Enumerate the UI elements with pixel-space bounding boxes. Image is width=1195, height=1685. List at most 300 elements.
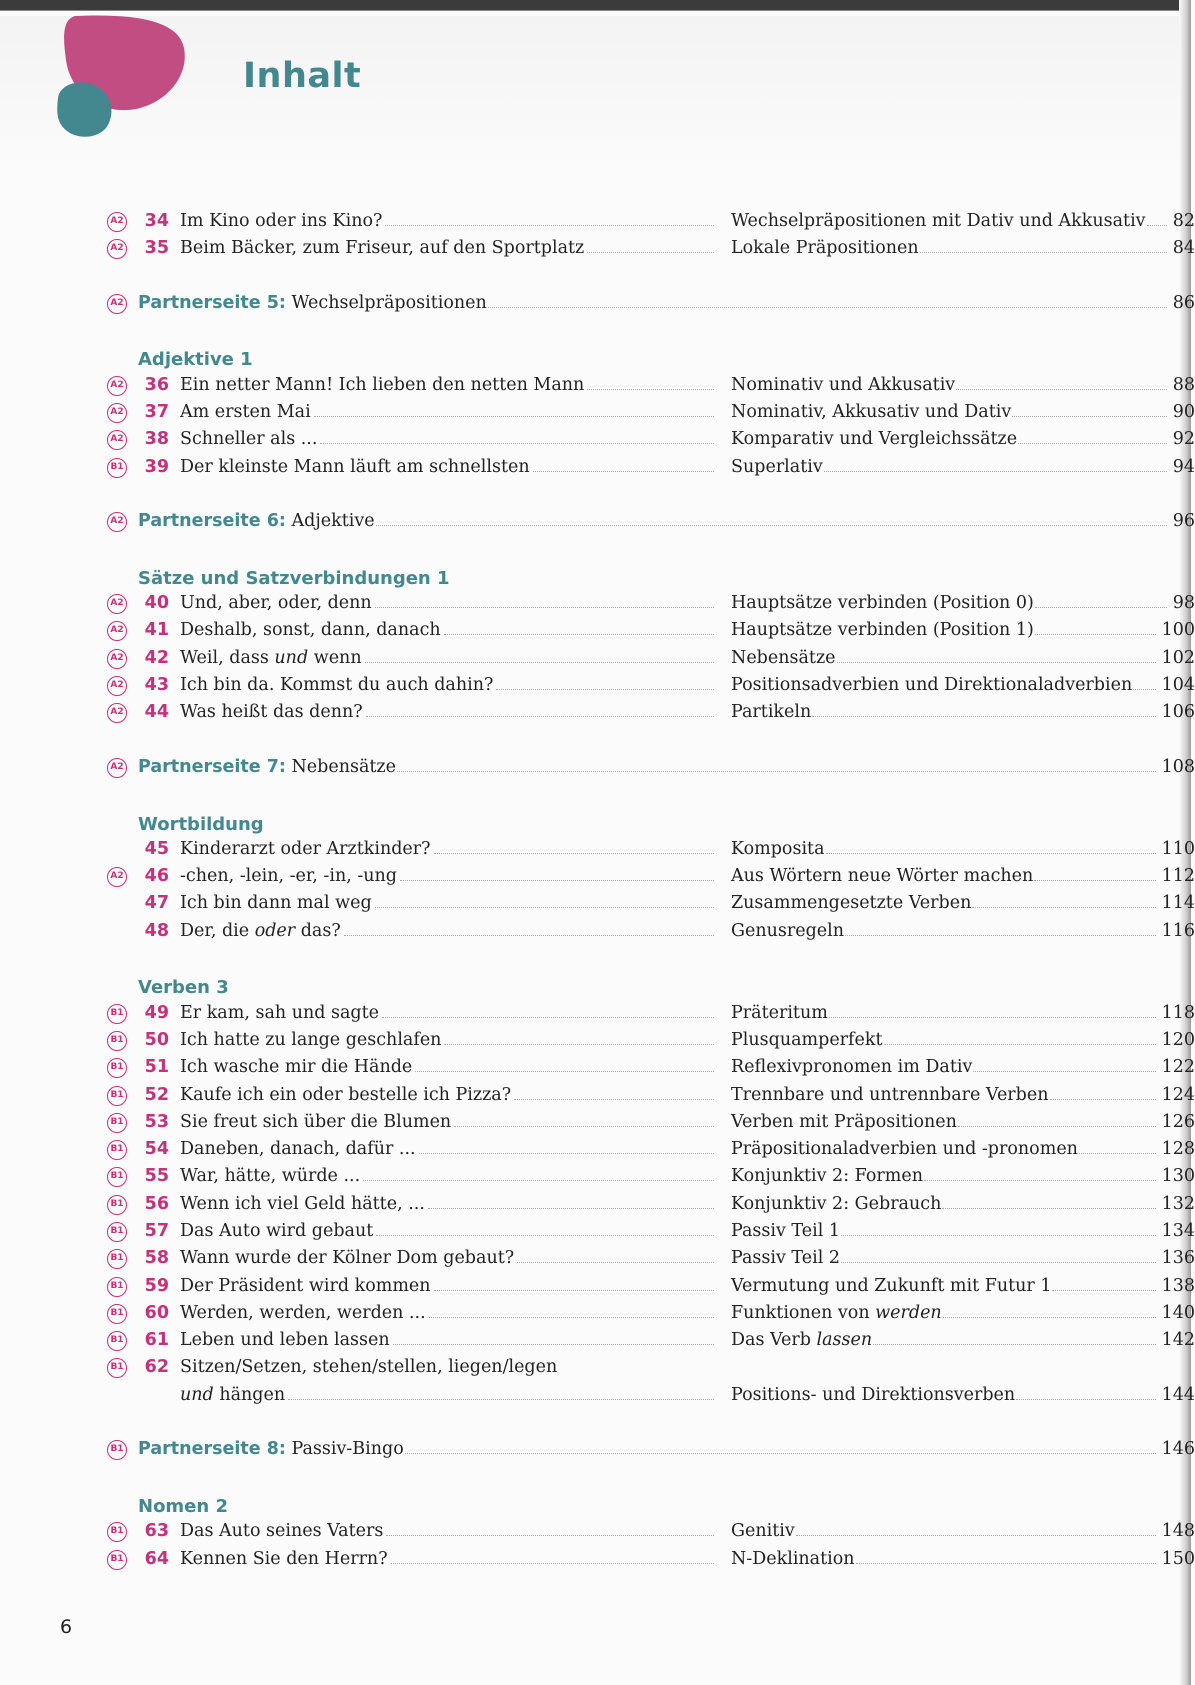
toc-entry[interactable]	[100, 1354, 1098, 1381]
page-ref: 138	[1161, 1275, 1195, 1296]
grammar-topic-text	[731, 672, 1132, 699]
chapter-number: 61	[144, 1330, 169, 1351]
level-badge: B1	[107, 1031, 127, 1051]
dot-leader	[444, 1044, 714, 1045]
dot-leader	[972, 907, 1155, 908]
toc-entry[interactable]	[100, 1027, 1195, 1054]
grammar-topic-text	[731, 1163, 923, 1190]
topic-part: Aus Wörtern neue Wörter machen	[731, 866, 1034, 887]
dot-leader	[943, 1317, 1156, 1318]
topic-part: Nominativ und Akkusativ	[731, 374, 956, 395]
dot-leader	[841, 1235, 1156, 1236]
level-badge: B1	[107, 1304, 127, 1324]
dot-leader	[1034, 880, 1155, 881]
chapter-number: 37	[144, 402, 169, 423]
dot-leader	[873, 1344, 1155, 1345]
toc-entry[interactable]	[100, 372, 1195, 399]
partnerseite-line	[138, 508, 1195, 535]
grammar-topic	[731, 372, 1195, 399]
topic-part: Genusregeln	[731, 920, 845, 941]
partnerseite-line	[138, 754, 1195, 781]
grammar-topic-text	[731, 1027, 883, 1054]
grammar-topic	[731, 1191, 1195, 1218]
page-ref: 120	[1161, 1029, 1195, 1050]
dot-leader	[314, 416, 714, 417]
section-heading: Nomen 2	[138, 1495, 228, 1517]
section-heading-row	[100, 809, 1098, 836]
grammar-topic	[731, 1300, 1195, 1327]
grammar-topic-text	[731, 1136, 1078, 1163]
topic-part: Das Verb	[731, 1330, 817, 1351]
chapter-number: 57	[144, 1220, 169, 1241]
page-ref: 134	[1161, 1220, 1195, 1241]
title-emphasis: oder	[254, 920, 296, 941]
page-ref: 132	[1161, 1193, 1195, 1214]
chapter-title	[180, 890, 720, 917]
topic-emphasis: werden	[875, 1302, 942, 1323]
dot-leader	[434, 1290, 714, 1291]
grammar-topic	[731, 590, 1195, 617]
chapter-title-text	[180, 235, 586, 262]
grammar-topic-text	[731, 699, 811, 726]
chapter-title	[180, 1382, 720, 1409]
page-ref: 100	[1161, 620, 1195, 641]
level-badge: A2	[107, 594, 127, 614]
topic-part: Vermutung und Zukunft mit Futur 1	[731, 1275, 1052, 1296]
chapter-number: 53	[144, 1111, 169, 1132]
topic-part: Präpositionaladverbien und -pronomen	[731, 1139, 1078, 1160]
toc-entry[interactable]	[100, 590, 1195, 617]
section-heading: Adjektive 1	[138, 349, 253, 371]
chapter-number: 56	[144, 1193, 169, 1214]
title-part: Er kam, sah und sagte	[180, 1002, 380, 1023]
level-badge: A2	[107, 294, 127, 314]
grammar-topic-text	[731, 1054, 972, 1081]
page-ref: 104	[1161, 675, 1195, 696]
grammar-topic	[731, 1027, 1195, 1054]
grammar-topic	[731, 645, 1195, 672]
dot-leader	[533, 471, 714, 472]
dot-leader	[376, 1235, 714, 1236]
topic-part: Wechselpräpositionen mit Dativ und Akkusativ	[731, 211, 1146, 231]
toc-entry[interactable]	[100, 1273, 1195, 1300]
dot-leader	[517, 1262, 714, 1263]
page-ref: 136	[1161, 1248, 1195, 1269]
partnerseite-row[interactable]	[100, 754, 1195, 781]
dot-leader	[375, 907, 714, 908]
chapter-title	[180, 699, 720, 726]
toc-entry[interactable]	[100, 426, 1195, 453]
page-ref: 114	[1161, 893, 1195, 914]
title-part: Werden, werden, werden ...	[180, 1302, 426, 1323]
spacer	[100, 781, 1098, 808]
chapter-title-text	[180, 1191, 427, 1218]
level-badge: B1	[107, 1058, 127, 1078]
dot-leader	[920, 252, 1167, 253]
toc-entry[interactable]	[100, 1109, 1195, 1136]
chapter-title-text	[180, 1518, 385, 1545]
grammar-topic	[731, 454, 1195, 481]
level-badge: B1	[107, 1358, 127, 1378]
toc-entry[interactable]	[100, 918, 1195, 945]
chapter-title-text	[180, 1546, 390, 1573]
title-part: Daneben, danach, dafür ...	[180, 1139, 416, 1160]
toc-entry[interactable]	[100, 890, 1195, 917]
grammar-topic-text	[731, 1191, 941, 1218]
partnerseite-row[interactable]	[100, 1436, 1195, 1463]
page-number: 6	[60, 1616, 73, 1638]
title-part: Leben und leben lassen	[180, 1330, 390, 1351]
grammar-topic-text	[731, 1300, 942, 1327]
page-ref: 88	[1172, 374, 1195, 395]
chapter-title-text	[180, 918, 343, 945]
grammar-topic	[731, 918, 1195, 945]
chapter-title	[180, 1546, 720, 1573]
chapter-number: 41	[144, 620, 169, 641]
level-badge: A2	[107, 403, 127, 423]
dot-leader	[812, 716, 1155, 717]
title-part: Wann wurde der Kölner Dom gebaut?	[180, 1248, 515, 1269]
dot-leader	[391, 1563, 714, 1564]
grammar-topic-text	[731, 1546, 855, 1573]
dot-leader	[429, 1317, 714, 1318]
title-part: das?	[295, 920, 341, 941]
spacer	[100, 727, 1098, 754]
chapter-number: 48	[144, 920, 169, 941]
topic-part: Nominativ, Akkusativ und Dativ	[731, 402, 1012, 423]
level-badge: A2	[107, 703, 127, 723]
page-ref: 98	[1172, 593, 1195, 614]
partnerseite-label: Partnerseite 5:	[138, 292, 286, 313]
dot-leader	[488, 307, 1167, 308]
topic-part: Nebensätze	[731, 647, 836, 668]
chapter-number: 46	[144, 866, 169, 887]
section-heading: Wortbildung	[138, 813, 264, 835]
grammar-topic	[731, 1518, 1195, 1545]
dot-leader	[973, 1071, 1155, 1072]
page-ref: 128	[1161, 1139, 1195, 1160]
title-part: wenn	[308, 647, 362, 668]
level-badge: B1	[107, 1113, 127, 1133]
chapter-title-text	[180, 699, 365, 726]
partnerseite-line	[138, 1436, 1195, 1463]
title-part: Und, aber, oder, denn	[180, 593, 372, 614]
dot-leader	[397, 771, 1156, 772]
chapter-title	[180, 1027, 720, 1054]
level-badge: B1	[107, 1004, 127, 1024]
chapter-number: 40	[144, 593, 169, 614]
topic-part: Positionsadverbien und Direktionaladverbien	[731, 675, 1133, 696]
page-ref: 116	[1161, 920, 1195, 941]
chapter-number: 35	[144, 238, 169, 259]
dot-leader	[856, 1563, 1156, 1564]
chapter-title	[180, 1082, 720, 1109]
title-part: Der kleinste Mann läuft am schnellsten	[180, 456, 530, 477]
chapter-number: 47	[144, 893, 169, 914]
toc-entry[interactable]	[100, 1546, 1195, 1573]
dot-leader	[1018, 443, 1167, 444]
dot-leader	[824, 471, 1167, 472]
grammar-topic	[731, 672, 1195, 699]
toc-entry[interactable]	[100, 1054, 1195, 1081]
chapter-title	[180, 399, 720, 426]
chapter-number: 58	[144, 1248, 169, 1269]
toc-entry-continued[interactable]	[100, 1382, 1195, 1409]
page-ref: 126	[1161, 1111, 1195, 1132]
topic-part: Positions- und Direktionsverben	[731, 1384, 1016, 1405]
grammar-topic	[731, 1054, 1195, 1081]
dot-leader	[884, 1044, 1156, 1045]
partnerseite-title	[138, 754, 396, 781]
chapter-title-text	[180, 890, 374, 917]
grammar-topic-text	[731, 1000, 828, 1027]
chapter-title	[180, 1518, 720, 1545]
page-ref: 86	[1172, 292, 1195, 313]
dot-leader	[428, 1208, 714, 1209]
dot-leader	[841, 1262, 1156, 1263]
level-badge: A2	[107, 512, 127, 532]
section-heading-row	[100, 344, 1098, 371]
toc-entry[interactable]	[100, 399, 1195, 426]
title-part: Kinderarzt oder Arztkinder?	[180, 838, 431, 859]
title-part: Der, die	[180, 920, 255, 941]
title-part: Das Auto wird gebaut	[180, 1220, 374, 1241]
toc-entry[interactable]	[100, 617, 1195, 644]
level-badge: B1	[107, 1195, 127, 1215]
title-part: Im Kino oder ins Kino?	[180, 211, 383, 231]
grammar-topic-text	[731, 1273, 1051, 1300]
chapter-number: 55	[144, 1166, 169, 1187]
page-ref: 140	[1161, 1302, 1195, 1323]
section-heading-row	[100, 563, 1098, 590]
chapter-title-text	[180, 1082, 513, 1109]
level-badge: A2	[107, 430, 127, 450]
spacer	[100, 536, 1098, 563]
level-badge: A2	[107, 212, 127, 232]
grammar-topic-text	[731, 1109, 957, 1136]
topic-part: Verben mit Präpositionen	[731, 1111, 957, 1132]
level-badge: A2	[107, 239, 127, 259]
toc-entry[interactable]	[100, 699, 1195, 726]
title-emphasis: und	[180, 1384, 214, 1405]
toc-entry[interactable]	[100, 1245, 1195, 1272]
toc-entry[interactable]	[100, 645, 1195, 672]
dot-leader	[1012, 416, 1167, 417]
dot-leader	[288, 1399, 714, 1400]
chapter-title-text	[180, 454, 532, 481]
chapter-title-text	[180, 399, 313, 426]
dot-leader	[415, 1071, 714, 1072]
level-badge: B1	[107, 1440, 127, 1460]
partnerseite-row[interactable]	[100, 290, 1195, 317]
chapter-title	[180, 208, 720, 235]
chapter-title-text	[180, 372, 586, 399]
toc-entry[interactable]	[100, 208, 1195, 235]
chapter-title-text	[180, 645, 364, 672]
topic-part: Plusquamperfekt	[731, 1029, 883, 1050]
dot-leader	[344, 935, 714, 936]
grammar-topic-text	[731, 1245, 840, 1272]
topic-part: Passiv Teil 1	[731, 1220, 840, 1241]
chapter-number: 42	[144, 647, 169, 668]
chapter-number: 52	[144, 1084, 169, 1105]
toc-entry[interactable]	[100, 1082, 1195, 1109]
grammar-topic	[731, 1082, 1195, 1109]
title-part: Kennen Sie den Herrn?	[180, 1548, 388, 1569]
page-ref: 142	[1161, 1330, 1195, 1351]
table-of-contents	[100, 208, 1195, 1573]
topic-part: Zusammengesetzte Verben	[731, 893, 972, 914]
title-part: Am ersten Mai	[180, 402, 311, 423]
dot-leader	[393, 1344, 714, 1345]
grammar-topic	[731, 1245, 1195, 1272]
page-ref: 90	[1172, 402, 1195, 423]
dot-leader	[400, 880, 714, 881]
dot-leader	[1050, 1099, 1156, 1100]
title-part: Was heißt das denn?	[180, 702, 363, 723]
partnerseite-title	[138, 1436, 404, 1463]
page-ref: 144	[1161, 1384, 1195, 1405]
topic-part: Präteritum	[731, 1002, 828, 1023]
chapter-title-text	[180, 1382, 287, 1409]
dot-leader	[924, 1180, 1156, 1181]
level-badge: A2	[107, 758, 127, 778]
dot-leader	[496, 689, 714, 690]
level-badge: B1	[107, 1277, 127, 1297]
partnerseite-line	[138, 290, 1195, 317]
toc-entry[interactable]	[100, 1327, 1195, 1354]
chapter-title-text	[180, 590, 374, 617]
grammar-topic	[731, 836, 1195, 863]
page-ref: 150	[1161, 1548, 1195, 1569]
grammar-topic	[731, 699, 1195, 726]
grammar-topic-text	[731, 890, 971, 917]
dot-leader	[444, 634, 714, 635]
page-ref: 94	[1172, 456, 1195, 477]
grammar-topic	[731, 1109, 1195, 1136]
title-part: Ich wasche mir die Hände	[180, 1057, 413, 1078]
level-badge: B1	[107, 1167, 127, 1187]
partnerseite-row[interactable]	[100, 508, 1195, 535]
toc-entry[interactable]	[100, 1518, 1195, 1545]
toc-entry[interactable]	[100, 672, 1195, 699]
grammar-topic-text	[731, 836, 825, 863]
chapter-title-text	[180, 426, 319, 453]
chapter-title	[180, 1245, 720, 1272]
page-ref: 146	[1161, 1439, 1195, 1460]
grammar-topic-text	[731, 617, 1034, 644]
grammar-topic	[731, 1163, 1195, 1190]
chapter-number: 39	[144, 456, 169, 477]
level-badge: A2	[107, 649, 127, 669]
toc-entry[interactable]	[100, 1218, 1195, 1245]
page-title: Inhalt	[243, 56, 362, 96]
chapter-title	[180, 590, 720, 617]
toc-entry[interactable]	[100, 454, 1195, 481]
chapter-title	[180, 235, 720, 262]
partnerseite-text: Wechselpräpositionen	[291, 292, 487, 313]
grammar-topic	[731, 1327, 1195, 1354]
topic-part: Genitiv	[731, 1521, 795, 1542]
dot-leader	[365, 662, 714, 663]
chapter-title	[180, 672, 720, 699]
dot-leader	[366, 716, 714, 717]
page-ref: 112	[1161, 866, 1195, 887]
chapter-title-line1: Sitzen/Setzen, stehen/stellen, liegen/legen	[180, 1354, 559, 1381]
page-ref: 102	[1161, 647, 1195, 668]
page-ref: 92	[1172, 429, 1195, 450]
toc-entry[interactable]	[100, 1136, 1195, 1163]
partnerseite-text: Adjektive	[291, 511, 375, 532]
topic-part: Konjunktiv 2: Formen	[731, 1166, 923, 1187]
title-part: Schneller als ...	[180, 429, 318, 450]
chapter-title-text	[180, 1300, 428, 1327]
section-heading: Sätze und Satzverbindungen 1	[138, 567, 450, 589]
chapter-number: 43	[144, 675, 169, 696]
grammar-topic-text	[731, 399, 1011, 426]
level-badge: B1	[107, 1249, 127, 1269]
chapter-title-text	[180, 208, 384, 235]
dot-leader	[382, 1017, 714, 1018]
chapter-number: 51	[144, 1057, 169, 1078]
chapter-title	[180, 1163, 720, 1190]
chapter-title-text	[180, 1245, 516, 1272]
page-ref: 110	[1161, 838, 1195, 859]
grammar-topic	[731, 863, 1195, 890]
chapter-title	[180, 1300, 720, 1327]
level-badge: B1	[107, 458, 127, 478]
chapter-number: 49	[144, 1002, 169, 1023]
page-ref: 106	[1161, 702, 1195, 723]
chapter-number: 63	[144, 1521, 169, 1542]
chapter-title-text	[180, 1327, 392, 1354]
spacer	[100, 1464, 1098, 1491]
toc-entry[interactable]	[100, 1163, 1195, 1190]
title-emphasis: und	[274, 647, 309, 668]
toc-entry[interactable]	[100, 1000, 1195, 1027]
toc-entry[interactable]	[100, 1191, 1195, 1218]
dot-leader	[434, 853, 714, 854]
topic-part: Komposita	[731, 838, 825, 859]
chapter-title	[180, 1000, 720, 1027]
grammar-topic	[731, 1546, 1195, 1573]
dot-leader	[796, 1535, 1156, 1536]
dot-leader	[837, 662, 1156, 663]
partnerseite-label: Partnerseite 8:	[138, 1439, 286, 1460]
partnerseite-text: Nebensätze	[291, 756, 397, 777]
grammar-topic	[731, 399, 1195, 426]
toc-entry[interactable]	[100, 235, 1195, 262]
chapter-title	[180, 1327, 720, 1354]
topic-part: Reflexivpronomen im Dativ	[731, 1057, 973, 1078]
partnerseite-title	[138, 290, 487, 317]
page-ref: 124	[1161, 1084, 1195, 1105]
toc-entry[interactable]	[100, 836, 1195, 863]
toc-entry[interactable]	[100, 863, 1195, 890]
grammar-topic	[731, 1273, 1195, 1300]
grammar-topic-text	[731, 1327, 872, 1354]
topic-part: Lokale Präpositionen	[731, 238, 919, 259]
toc-entry[interactable]	[100, 1300, 1195, 1327]
dot-leader	[376, 525, 1167, 526]
level-badge: A2	[107, 676, 127, 696]
dot-leader	[1133, 689, 1155, 690]
chapter-title	[180, 1354, 720, 1381]
chapter-number: 38	[144, 429, 169, 450]
chapter-number: 62	[144, 1357, 169, 1378]
dot-leader	[375, 607, 714, 608]
level-badge: A2	[107, 621, 127, 641]
